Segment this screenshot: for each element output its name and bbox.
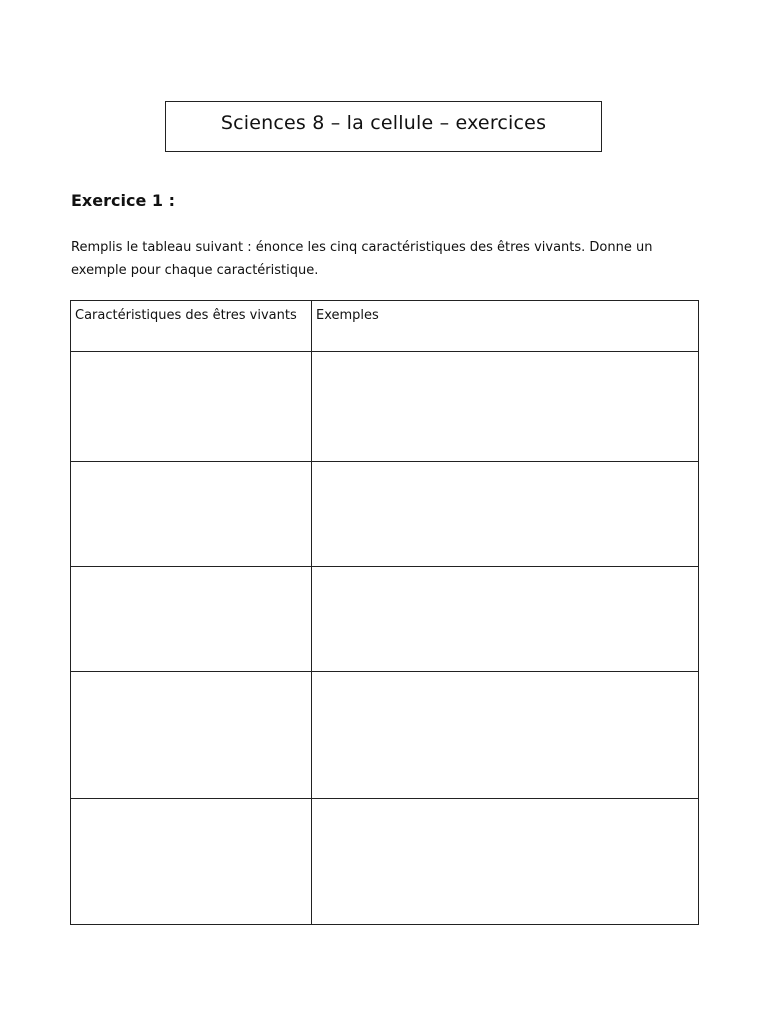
table-header-row — [71, 301, 699, 352]
example-cell[interactable] — [312, 799, 699, 925]
title-box — [165, 101, 602, 152]
characteristic-cell[interactable] — [71, 672, 312, 799]
table-row — [71, 352, 699, 462]
table-row — [71, 672, 699, 799]
example-cell[interactable] — [312, 672, 699, 799]
characteristic-cell[interactable] — [71, 462, 312, 567]
characteristic-cell[interactable] — [71, 567, 312, 672]
characteristics-table — [70, 300, 699, 925]
header-characteristics: Caractéristiques des êtres vivants — [71, 301, 312, 352]
exercise-heading: Exercice 1 : — [71, 191, 175, 210]
table-row — [71, 799, 699, 925]
characteristic-cell[interactable] — [71, 352, 312, 462]
example-cell[interactable] — [312, 462, 699, 567]
example-cell[interactable] — [312, 567, 699, 672]
table-row — [71, 567, 699, 672]
table-row — [71, 462, 699, 567]
header-examples: Exemples — [312, 301, 699, 352]
characteristic-cell[interactable] — [71, 799, 312, 925]
instructions-text: Remplis le tableau suivant : énonce les cinq caractéristiques des êtres vivants. Donne un exemple pour chaque caractéristique. — [71, 240, 653, 278]
page-title: Sciences 8 – la cellule – exercices — [220, 111, 547, 134]
example-cell[interactable] — [312, 352, 699, 462]
